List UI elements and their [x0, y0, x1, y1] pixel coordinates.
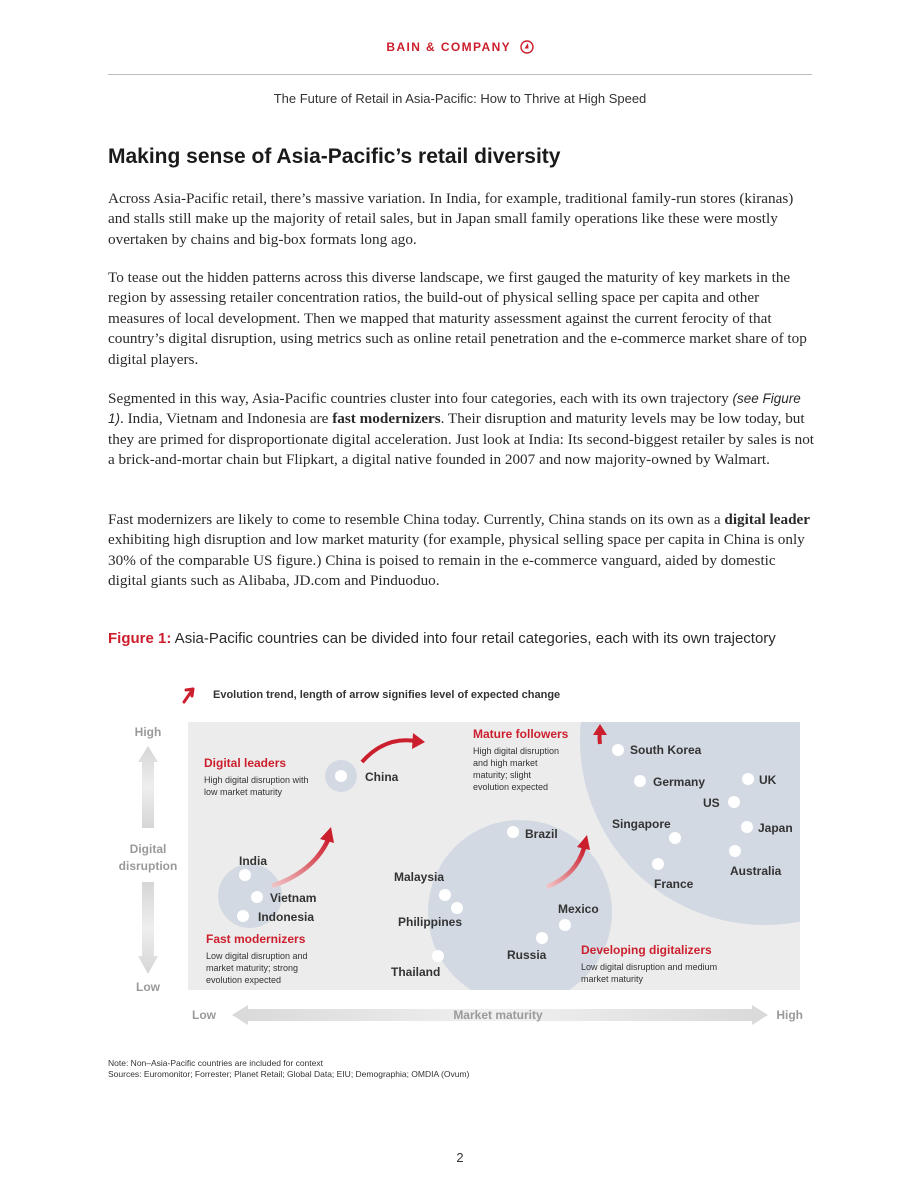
brand-logo — [0, 40, 920, 54]
group-title: Mature followers — [473, 727, 569, 741]
svg-text:Philippines: Philippines — [398, 915, 463, 929]
paragraph-3 — [108, 389, 814, 471]
group-desc-line: High digital disruption with — [204, 775, 309, 785]
paragraph-1: Across Asia-Pacific retail, there’s massive variation. In India, for example, traditional family-run stores (kiranas) and stalls still make up the majority of retail sales, but in Japan small family operations like these were mostly overtaken by chains and big-box formats long ago. — [108, 190, 794, 248]
x-axis-title: Market maturity — [453, 1008, 543, 1022]
header-divider — [108, 74, 812, 75]
svg-text:Vietnam: Vietnam — [270, 891, 317, 905]
figure-note: Note: Non–Asia-Pacific countries are included for context — [108, 1058, 323, 1068]
svg-text:Brazil: Brazil — [525, 827, 558, 841]
group-desc-line: Low digital disruption and — [206, 951, 308, 961]
paragraph-4-text-a: Fast modernizers are likely to come to resemble China today. Currently, China stands on its own as a — [108, 511, 725, 528]
figure-label: Figure 1: — [108, 630, 172, 647]
figure-caption — [108, 630, 828, 647]
legend — [184, 689, 560, 702]
svg-text:Japan: Japan — [758, 821, 793, 835]
svg-text:China: China — [365, 770, 399, 784]
y-axis-title-line-2: disruption — [118, 859, 178, 873]
figure-notes — [108, 1058, 469, 1080]
paragraph-4 — [108, 510, 814, 592]
term-digital-leader: digital leader — [724, 511, 811, 528]
legend-arrow-icon — [184, 689, 193, 702]
y-axis-low: Low — [136, 980, 160, 994]
page-number: 2 — [456, 1150, 464, 1165]
group-title: Developing digitalizers — [581, 943, 712, 957]
report-title: The Future of Retail in Asia-Pacific: How to Thrive at High Speed — [273, 91, 647, 106]
figure-caption-text: Asia-Pacific countries can be divided into four retail categories, each with its own trajectory — [171, 630, 776, 647]
group-desc-line: low market maturity — [204, 787, 283, 797]
svg-text:Mexico: Mexico — [558, 902, 599, 916]
svg-text:Malaysia: Malaysia — [394, 870, 445, 884]
group-title: Digital leaders — [204, 756, 287, 770]
paragraph-4-text-b: exhibiting high disruption and low market maturity (for example, physical selling space per capita in China is only 30% of the comparable US figure.) China is poised to remain in the e-commerce vanguard, aided by domestic digital giants such as Alibaba, JD.com and Pinduoduo. — [108, 531, 805, 590]
group-desc-line: evolution expected — [473, 782, 549, 792]
brand-mark-icon — [520, 40, 534, 54]
y-axis-arrow — [138, 746, 158, 828]
svg-text:UK: UK — [759, 773, 777, 787]
legend-text: Evolution trend, length of arrow signifies level of expected change — [213, 689, 561, 701]
group-title: Fast modernizers — [206, 932, 306, 946]
group-desc-line: market maturity; strong — [206, 963, 299, 973]
group-desc-line: Low digital disruption and medium — [581, 962, 718, 972]
paragraph-3-text-b: . India, Vietnam and Indonesia are — [120, 410, 333, 428]
y-axis — [119, 725, 178, 994]
svg-text:Singapore: Singapore — [612, 817, 671, 831]
y-axis-high: High — [134, 725, 162, 739]
svg-text:Germany: Germany — [653, 775, 706, 789]
x-axis-low: Low — [192, 1008, 216, 1022]
paragraph-3-text-c: . Their disruption and maturity levels may be low today, but they are primed for disproportionate digital acceleration. Just look at India: Its second-biggest retailer by sales is not a brick-and-mortar chain but Flipkart, a digital native founded in 2007 and now majority-owned by Walmart. — [108, 410, 815, 469]
svg-text:India: India — [239, 854, 268, 868]
group-desc-line: market maturity — [581, 974, 644, 984]
figure-sources: Sources: Euromonitor; Forrester; Planet Retail; Global Data; EIU; Demographia; OMDIA (Ovum) — [108, 1069, 470, 1079]
term-fast-modernizers: fast modernizers — [332, 410, 441, 428]
svg-text:US: US — [703, 796, 720, 810]
svg-text:Australia: Australia — [730, 864, 782, 878]
svg-text:France: France — [654, 877, 694, 891]
retail-category-matrix — [100, 680, 820, 1040]
svg-text:Indonesia: Indonesia — [258, 910, 315, 924]
x-axis — [192, 1005, 803, 1025]
group-desc-line: evolution expected — [206, 975, 282, 985]
group-desc-line: maturity; slight — [473, 770, 532, 780]
y-axis-arrow-down — [138, 882, 158, 974]
svg-text:Russia: Russia — [507, 948, 547, 962]
svg-text:Thailand: Thailand — [391, 965, 441, 979]
paragraph-2: To tease out the hidden patterns across this diverse landscape, we first gauged the maturity of key markets in the region by assessing retailer concentration ratios, the build-out of physical selling space per capita and other measures of local development. Then we mapped that maturity assessment against the current ferocity of that country’s digital disruption, using metrics such as online retail penetration and the e-commerce market share of top digital players. — [108, 269, 807, 368]
section-heading: Making sense of Asia-Pacific’s retail diversity — [108, 145, 561, 168]
paragraph-3-text-a: Segmented in this way, Asia-Pacific countries cluster into four categories, each with its own trajectory — [108, 390, 733, 407]
figure-reference: (see Figure 1) — [108, 391, 801, 427]
brand-name: BAIN & COMPANY — [386, 40, 511, 54]
group-desc-line: and high market — [473, 758, 538, 768]
group-desc-line: High digital disruption — [473, 746, 560, 756]
country-uk — [742, 773, 777, 787]
y-axis-title-line-1: Digital — [129, 842, 167, 856]
x-axis-high: High — [776, 1008, 803, 1022]
svg-text:South Korea: South Korea — [630, 743, 702, 757]
